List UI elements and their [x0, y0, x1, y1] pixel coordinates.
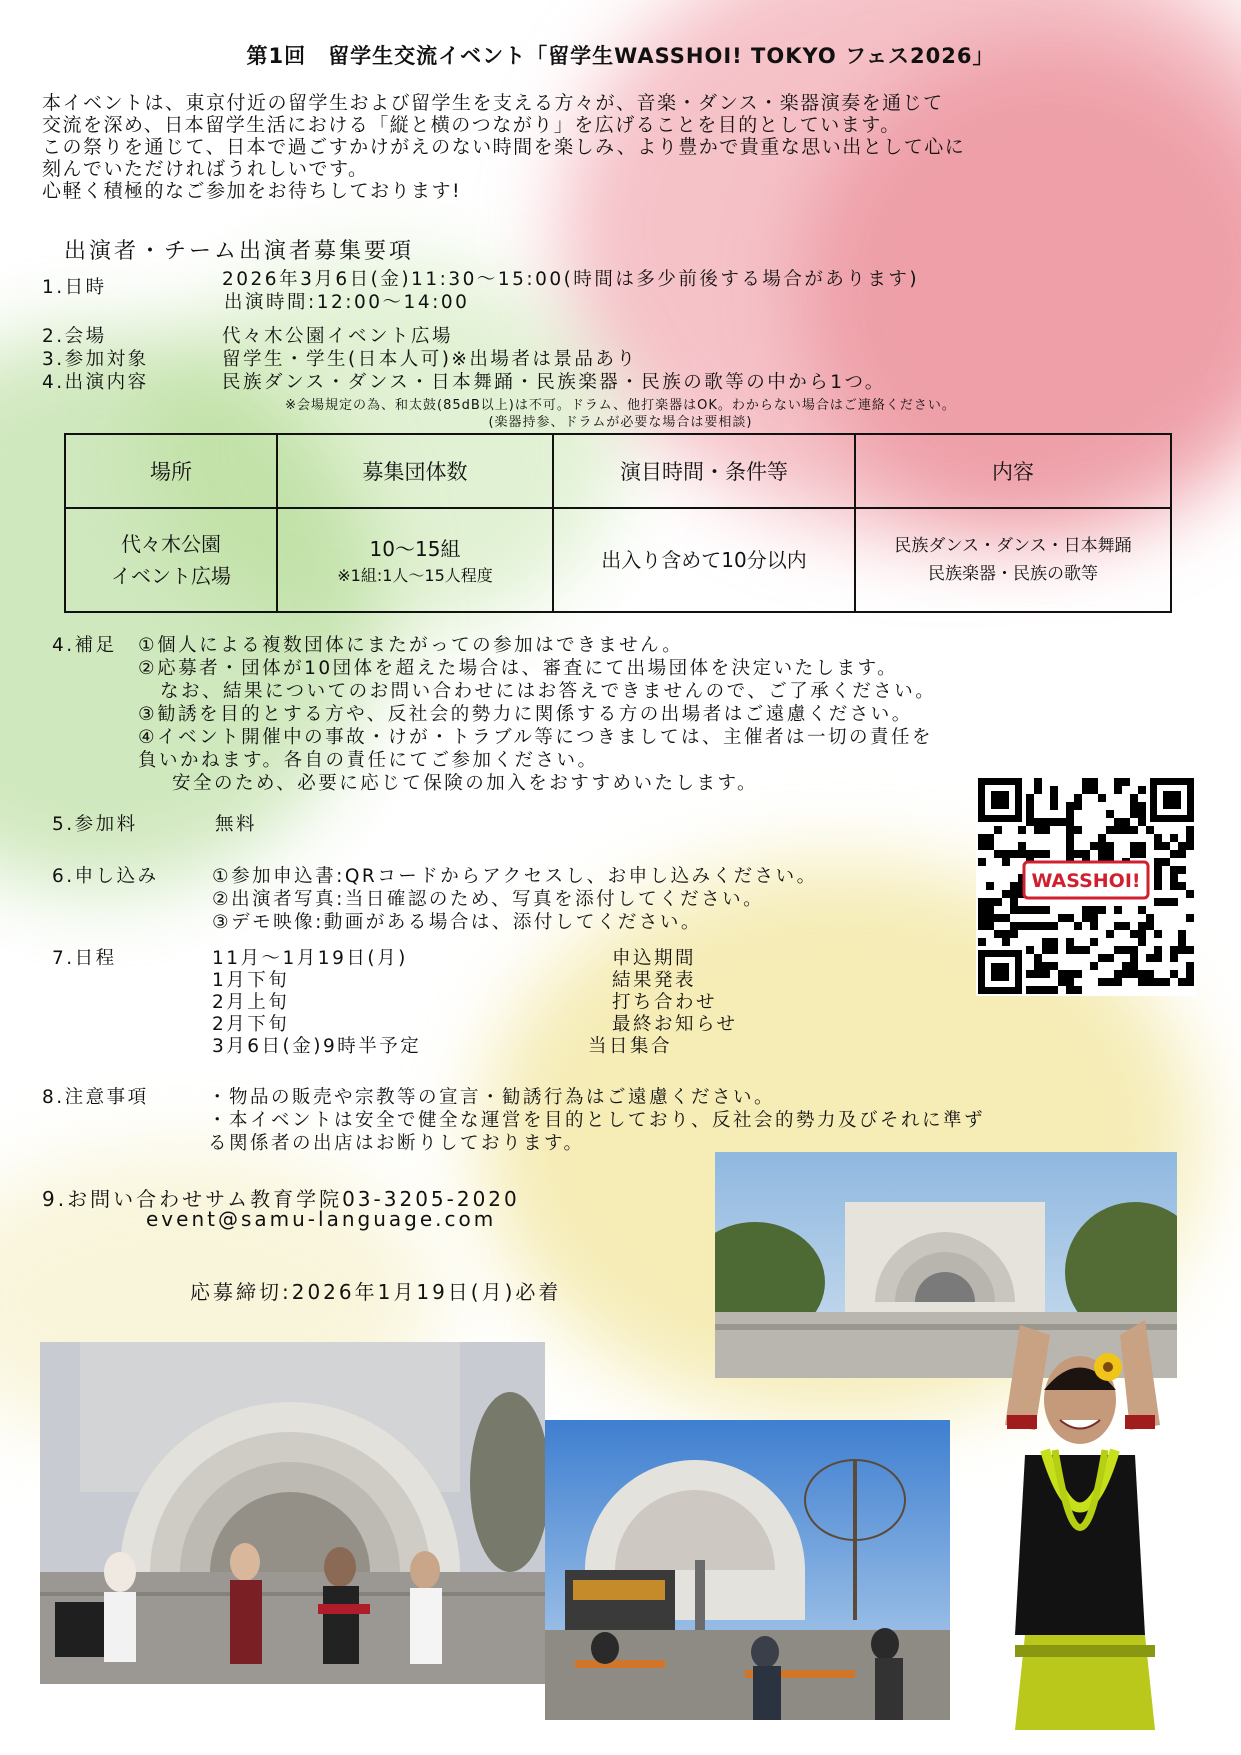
schedule-event: 申込期間 [612, 948, 697, 969]
notes-line: ・物品の販売や宗教等の宣言・勧誘行為はご遠慮ください。 [208, 1087, 776, 1108]
content-line: 民族ダンス・ダンス・日本舞踊 [894, 536, 1132, 556]
content-label: 4.出演内容 [42, 372, 149, 393]
table-header-cell: 内容 [855, 434, 1171, 508]
apply-line: ③デモ映像:動画がある場合は、添付してください。 [212, 912, 702, 933]
venue-label: 2.会場 [42, 326, 107, 347]
supplement-label: 4.補足 [52, 635, 117, 656]
groups-value: 10～15組 [369, 537, 461, 561]
contact-email[interactable]: event@samu-language.com [146, 1207, 497, 1231]
apply-line: ②出演者写真:当日確認のため、写真を添付してください。 [212, 889, 765, 910]
content-note: (楽器持参、ドラムが必要な場合は要相談) [488, 415, 753, 430]
schedule-date: 3月6日(金)9時半予定 [212, 1036, 422, 1057]
content-line: 民族楽器・民族の歌等 [928, 564, 1098, 584]
intro-line: 本イベントは、東京付近の留学生および留学生を支える方々が、音楽・ダンス・楽器演奏を通じて [42, 92, 944, 114]
schedule-event: 打ち合わせ [612, 992, 718, 1013]
table-cell-content [855, 508, 1171, 612]
page-title: 第1回 留学生交流イベント「留学生WASSHOI! TOKYO フェス2026」 [246, 44, 995, 68]
notes-line: る関係者の出店はお断りしております。 [208, 1133, 585, 1154]
table-header-cell: 募集団体数 [277, 434, 553, 508]
qr-code[interactable] [976, 776, 1196, 996]
performance-time: 出演時間:12:00～14:00 [224, 292, 470, 313]
dancer-photo [965, 1305, 1190, 1730]
fee-label: 5.参加料 [52, 814, 138, 835]
notes-line: ・本イベントは安全で健全な運営を目的としており、反社会的勢力及びそれに準ず [208, 1110, 986, 1131]
table-header-cell: 演目時間・条件等 [553, 434, 855, 508]
content-note: ※会場規定の為、和太鼓(85dB以上)は不可。ドラム、他打楽器はOK。わからない場合はご連絡ください。 [285, 398, 956, 413]
supplement-line: 安全のため、必要に応じて保険の加入をおすすめいたします。 [172, 773, 758, 794]
deadline: 応募締切:2026年1月19日(月)必着 [190, 1280, 562, 1304]
intro-line: この祭りを通じて、日本で過ごすかけがえのない時間を楽しみ、より豊かで貴重な思い出として心に [42, 136, 966, 158]
venue-line: イベント広場 [111, 564, 231, 588]
intro-line: 心軽く積極的なご参加をお待ちしております! [42, 180, 462, 202]
schedule-label: 7.日程 [52, 948, 117, 969]
venue-line: 代々木公園 [121, 532, 221, 556]
schedule-date: 1月下旬 [212, 970, 290, 991]
table-header-row [65, 434, 1171, 508]
schedule-date: 2月下旬 [212, 1014, 290, 1035]
venue-value: 代々木公園イベント広場 [222, 326, 454, 347]
target-label: 3.参加対象 [42, 349, 149, 370]
intro-text [42, 92, 1212, 202]
schedule-event: 最終お知らせ [612, 1014, 738, 1035]
groups-note: ※1組:1人～15人程度 [337, 566, 493, 585]
supplement-line: 負いかねます。各自の責任にてご参加ください。 [138, 750, 599, 771]
table-cell-time: 出入り含めて10分以内 [553, 508, 855, 612]
contact-line: 9.お問い合わせサム教育学院03-3205-2020 [42, 1187, 520, 1211]
date-value: 2026年3月6日(金)11:30～15:00(時間は多少前後する場合があります) [222, 269, 920, 290]
table-cell-venue [65, 508, 277, 612]
food-stall-photo [545, 1420, 950, 1720]
supplement-line: なお、結果についてのお問い合わせにはお答えできませんので、ご了承ください。 [160, 681, 937, 702]
supplement-line: ③勧誘を目的とする方や、反社会的勢力に関係する方の出場者はご遠慮ください。 [138, 704, 913, 725]
supplement-line: ②応募者・団体が10団体を超えた場合は、審査にて出場団体を決定いたします。 [138, 658, 899, 679]
intro-line: 交流を深め、日本留学生活における「縦と横のつながり」を広げることを目的としています。 [42, 114, 901, 136]
schedule-event: 当日集合 [588, 1036, 673, 1057]
date-label: 1.日時 [42, 277, 107, 298]
section-heading: 出演者・チーム出演者募集要項 [64, 239, 415, 264]
supplement-line: ④イベント開催中の事故・けが・トラブル等につきましては、主催者は一切の責任を [138, 727, 933, 748]
table-cell-groups [277, 508, 553, 612]
fee-value: 無料 [215, 814, 258, 835]
apply-label: 6.申し込み [52, 866, 159, 887]
notes-label: 8.注意事項 [42, 1087, 149, 1108]
table-row [65, 508, 1171, 612]
content-value: 民族ダンス・ダンス・日本舞踊・民族楽器・民族の歌等の中から1つ。 [222, 372, 886, 393]
apply-line: ①参加申込書:QRコードからアクセスし、お申し込みください。 [212, 866, 818, 887]
schedule-event: 結果発表 [612, 970, 697, 991]
qr-badge-text: WASSHOI! [1031, 870, 1141, 892]
intro-line: 刻んでいただければうれしいです。 [42, 158, 369, 180]
table-header-cell: 場所 [65, 434, 277, 508]
schedule-date: 2月上旬 [212, 992, 290, 1013]
supplement-line: ①個人による複数団体にまたがっての参加はできません。 [138, 635, 684, 656]
target-value: 留学生・学生(日本人可)※出場者は景品あり [222, 349, 638, 370]
band-photo [40, 1342, 545, 1684]
recruitment-table [64, 433, 1172, 613]
schedule-date: 11月～1月19日(月) [212, 948, 408, 969]
